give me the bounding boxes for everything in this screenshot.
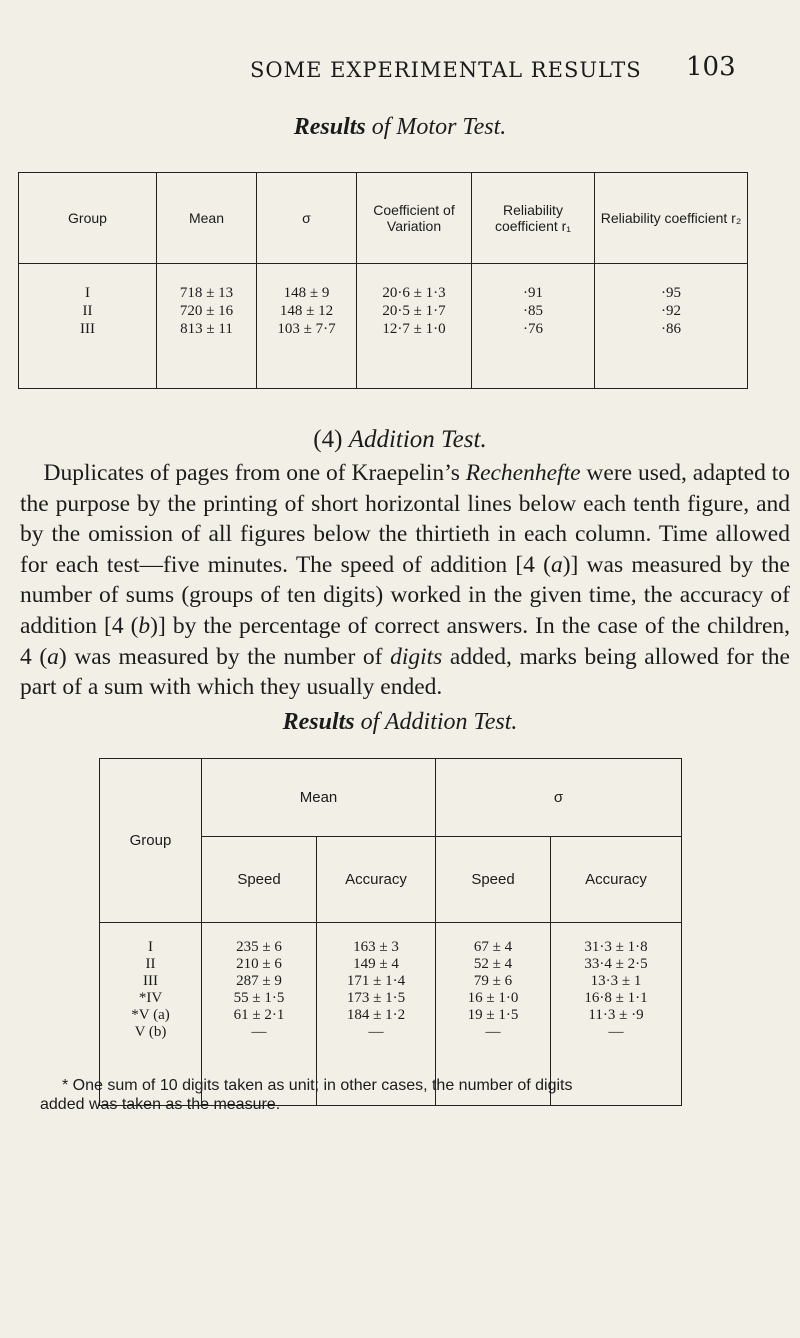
para-italic: Rechenhefte <box>465 460 581 486</box>
sigma-speed-cell: 19 ± 1·5 <box>467 1007 519 1023</box>
motor-r2-cell: ·92 <box>661 303 681 319</box>
footnote-line-2: added was taken as the measure. <box>40 1096 281 1113</box>
addition-caption-bold: Results <box>282 709 355 735</box>
motor-sigma-cell: 148 ± 9 <box>283 285 330 301</box>
addition-group-cell: III <box>143 973 158 989</box>
motor-col-coefficient <box>357 264 472 389</box>
motor-col-r2 <box>595 264 748 389</box>
header-reliability-r2: Reliability coefficient r₂ <box>595 173 748 264</box>
mean-accuracy-cell: 173 ± 1·5 <box>346 990 406 1006</box>
motor-coef-cell: 20·5 ± 1·7 <box>382 303 446 319</box>
mean-accuracy-cell: 163 ± 3 <box>353 939 399 955</box>
section-heading <box>0 426 800 454</box>
addition-group-cell: V (b) <box>134 1024 167 1040</box>
header-sigma: σ <box>257 173 357 264</box>
running-title: SOME EXPERIMENTAL RESULTS <box>250 58 642 82</box>
addition-group-cell: *IV <box>138 990 163 1006</box>
header-mean-accuracy: Accuracy <box>317 837 436 923</box>
mean-speed-cell: 210 ± 6 <box>236 956 282 972</box>
sigma-accuracy-cell: 16·8 ± 1·1 <box>584 990 648 1006</box>
running-header <box>0 52 800 92</box>
para-text: Duplicates of pages from one of Kraepelin’s <box>43 460 466 486</box>
header-mean-speed: Speed <box>202 837 317 923</box>
sigma-speed-cell: 16 ± 1·0 <box>467 990 519 1006</box>
motor-coef-cell: 12·7 ± 1·0 <box>382 321 446 337</box>
addition-group-cell: II <box>145 956 156 972</box>
motor-group-cell: III <box>80 321 95 337</box>
header-mean: Mean <box>157 173 257 264</box>
header-group: Group <box>100 759 202 923</box>
motor-group-cell: II <box>82 303 93 319</box>
sigma-accuracy-cell: 11·3 ± ·9 <box>588 1007 644 1023</box>
motor-mean-cell: 813 ± 11 <box>180 321 233 337</box>
motor-caption-bold: Results <box>293 114 366 140</box>
para-italic: digits <box>390 643 443 670</box>
addition-group-cell: *V (a) <box>131 1007 170 1023</box>
motor-r1-cell: ·91 <box>523 285 543 301</box>
sigma-speed-cell: 52 ± 4 <box>473 956 513 972</box>
mean-accuracy-cell: — <box>368 1024 384 1040</box>
para-text: )] by the percentage of correct answers. In the case of the children, 4 ( <box>20 612 790 670</box>
addition-caption-rest: of Addition Test. <box>354 709 518 735</box>
motor-r1-cell: ·85 <box>523 303 543 319</box>
mean-speed-cell: 235 ± 6 <box>236 939 282 955</box>
para-text: added, marks being allowed for the part of a sum with which they usually ended. <box>20 643 790 701</box>
header-sigma-accuracy: Accuracy <box>551 837 682 923</box>
section-number: (4) <box>313 426 343 453</box>
motor-mean-cell: 718 ± 13 <box>179 285 234 301</box>
motor-r2-cell: ·95 <box>661 285 681 301</box>
footnote-line-1: * One sum of 10 digits taken as unit; in other cases, the number of digits <box>62 1077 573 1094</box>
sigma-accuracy-cell: 31·3 ± 1·8 <box>584 939 648 955</box>
motor-col-mean <box>157 264 257 389</box>
section-title: Addition Test. <box>348 426 487 453</box>
motor-col-r1 <box>472 264 595 389</box>
motor-r1-cell: ·76 <box>523 321 543 337</box>
motor-col-group <box>19 264 157 389</box>
addition-test-table <box>99 758 682 1106</box>
motor-col-sigma <box>257 264 357 389</box>
motor-r2-cell: ·86 <box>661 321 681 337</box>
addition-group-cell: I <box>148 939 153 955</box>
para-text: were used, adapted to the purpose by the printing of short horizontal lines below each tenth figure, and by the omission of all figures below the thirtieth in each column. Time allowed for each test—five minutes. The speed of addition [4 ( <box>20 460 791 578</box>
sigma-accuracy-cell: 13·3 ± 1 <box>590 973 642 989</box>
motor-group-cell: I <box>85 285 90 301</box>
motor-sigma-cell: 148 ± 12 <box>279 303 334 319</box>
header-coefficient-variation: Coefficient of Variation <box>357 173 472 264</box>
mean-speed-cell: 61 ± 2·1 <box>233 1007 285 1023</box>
motor-test-table <box>18 172 748 389</box>
header-sigma-speed: Speed <box>436 837 551 923</box>
motor-sigma-cell: 103 ± 7·7 <box>277 321 336 337</box>
motor-coef-cell: 20·6 ± 1·3 <box>382 285 446 301</box>
page-number: 103 <box>686 52 736 82</box>
motor-caption-rest: of Motor Test. <box>365 114 507 140</box>
sigma-speed-cell: 79 ± 6 <box>473 973 513 989</box>
sigma-accuracy-cell: — <box>608 1024 624 1040</box>
para-italic: a <box>550 551 563 578</box>
sigma-accuracy-cell: 33·4 ± 2·5 <box>584 956 648 972</box>
sigma-speed-cell: — <box>485 1024 501 1040</box>
header-group: Group <box>19 173 157 264</box>
header-sigma: σ <box>436 759 682 837</box>
mean-accuracy-cell: 184 ± 1·2 <box>346 1007 406 1023</box>
motor-table-caption <box>0 114 800 141</box>
sigma-speed-cell: 67 ± 4 <box>473 939 513 955</box>
para-text: )] was measured by the number of sums (groups of ten digits) worked in the given time, the accuracy of addition [4 ( <box>20 551 790 639</box>
para-italic: b <box>138 612 151 639</box>
header-mean: Mean <box>202 759 436 837</box>
footnote <box>40 1076 780 1114</box>
para-italic: a <box>47 643 59 670</box>
mean-accuracy-cell: 149 ± 4 <box>353 956 399 972</box>
mean-speed-cell: 287 ± 9 <box>236 973 282 989</box>
mean-speed-cell: — <box>251 1024 267 1040</box>
para-text: ) was measured by the number of <box>58 643 391 670</box>
body-paragraph <box>20 458 790 703</box>
addition-table-caption <box>0 709 800 736</box>
motor-mean-cell: 720 ± 16 <box>179 303 234 319</box>
header-reliability-r1: Reliability coefficient r₁ <box>472 173 595 264</box>
mean-accuracy-cell: 171 ± 1·4 <box>346 973 406 989</box>
mean-speed-cell: 55 ± 1·5 <box>233 990 285 1006</box>
